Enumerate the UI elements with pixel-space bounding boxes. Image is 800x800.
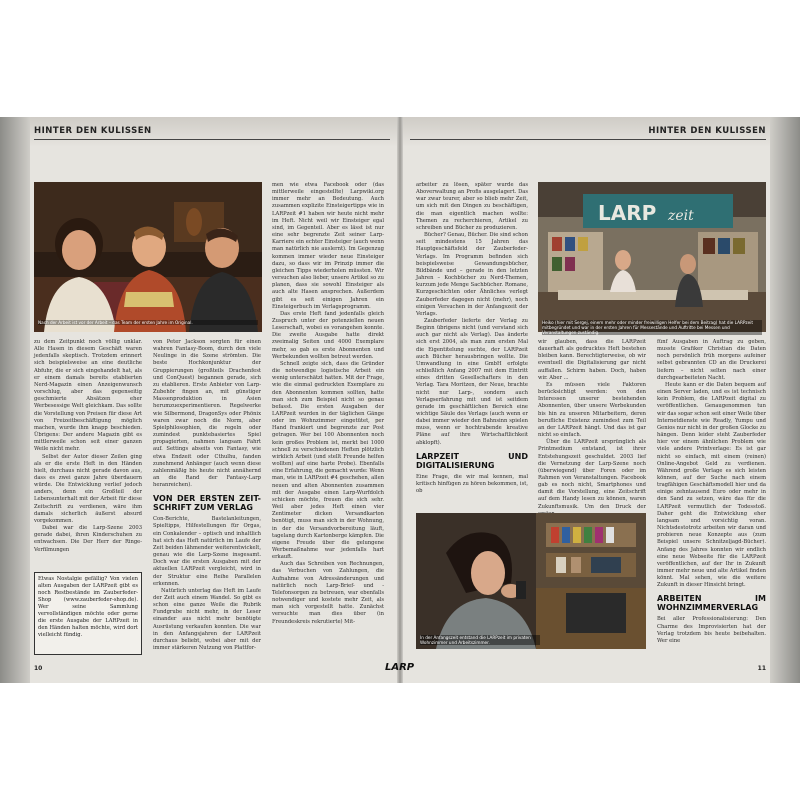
col6-paragraph: Heute kann er die Daten bequem auf einen Server laden, und es ist technisch kein Problem, die LARPzeit digital zu veröffentlichen. Genaugenommen tun wir das sogar schon seit einer Weile über Internetdienste wie Readly, Yumpu und Genios nur nicht in der großen Glocke zu hängen. Denn leider steht Zauberfeder hier vor einem ähnlichen Problem wie viele andere Printverlage: Es ist gar nicht so einfach, mit einem (reinen) Online-Angebot Geld zu verdienen. Während große Verlage es sich leisten können, auf der Suche nach einem tragfähigen Geschäftsmodell hier und da einige zehntausend Euro oder mehr in den Sand zu setzen, wäre das für die LARPzeit vermutlich der Todesstoß. Daher geht die Entwicklung eher langsam und vorsichtig voran. Nichtsdestotrotz arbeiten wir daran und probieren neue Konzepte aus (zum Beispiel unsere Schnitzeljagd-Bücher). Anfang des Jahres konnten wir endlich eine neue Webseite für die LARPzeit veröffentlichen, auf der Ihr in Zukunft immer mehr neue und alte Artikel finden könnt. Mal sehen, wie die weitere Zukunft in dieser Hinsicht bringt.: [657, 381, 766, 589]
col4-paragraph: Zauberfeder lieferte der Verlag zu Beginn übrigens nicht (und verstand sich auch gar nicht als Verlag). Das änderte sich erst 2004, als man zum ersten Mal die Eigentitelung suchte, der LARPzeit auch Bücher herausbringen wollte. Die Umwandlung in eine GmbH erfolgte schließlich Anfang 2007 mit dem Eintritt eines dritten Gesellschafters in den Verlag. Tara Moritzen, der Neue, brachte nicht nur Larp-, sondern auch Verlagserfahrung mit und ist seitdem gerade im geschäftlichen Bereich eine wichtige Säule des Verlags (auch wenn er dabei immer wieder den Bahnsinn spielen muss, wenn er hochtrabende kreative Pläne auf ihre Wirtschaftlichkeit abklopft).: [416, 317, 528, 446]
col6-paragraph: fünf Ausgaben in Auftrag zu geben, musste Grafiker Christian die Daten noch persönlich früh morgens aufeiner selbst gebrannten CD an die Druckerei liefern – nicht selten nach einer durchgearbeiteten Nacht.: [657, 339, 766, 381]
col1-paragraph: Selbst der Autor dieser Zeilen ging als er die erste Heft in den Händen hielt, durchaus nicht gerade davon aus, dass es zwei ganze Jahre überdauern würde. Die Entwicklung verlief jedoch anders, denn ein Großteil der Lebensunterhalt mit der Arbeit für diese Zeitschrift zu verdienen, wäre ihm damals sicherlich äußerst absurd vorgekommen.: [34, 453, 142, 524]
booth-photo-caption: Heiko (hier mit Sergej, einem mehr oder minder freiwilligen Helfer bei dem Beitrag) hat die LARPzeit mitbegründet und war in der ersten Jahren für Messestände und Auftritte bei Messen und Veranstaltungen zuständig.: [542, 320, 762, 335]
col3-paragraph: Schnell zeigte sich, dass die Gründer die notwendige logistische Arbeit ein wenig unterschätzt hatten. Mit der Frage, wie die einmal gedruckten Exemplare zu den Abonnenten kommen sollten, hatte man sich zum Beispiel nicht so genau befasst. Die ersten Ausgaben der LARPzeit wurden in der täglichen Gänge oder im Wohnzimmer eingetütet, per Hand frankiert und begrenzte zur Post getragen. Wer bei 100 Abonnenten noch kein großes Problem ist, merkt bei 1000 schnell zu verschiedenen Heften plötzlich wirklich Arbeit (und stellt Freunde helfen wollten) auf eine harte Probe). Ebenfalls eine Erfahrung, die gemacht wurde: Wenn man, wie in LARPzeit #4 geschehen, allen neuen und alten Abonnenten zusammen mit der Ausgabe einen Larp-Wurfdolch schicken möchte, freuen die sich sehr. Weil aber jedes Heft einen vier Zentimeter dicken Versandkarton benötigt, muss man sich in der Wohnung, in der die Versandvorbereitung läuft, tagelang durch Kartonberge kämpfen. Die eigene Freude über die gelungene Werbemaßnahme war jedenfalls hart erkauft.: [272, 360, 384, 561]
column-2: [153, 339, 261, 669]
office-photo: [416, 513, 646, 649]
col6-paragraph: Bei aller Professionalisierung: Den Charme des Improvisierten hat der Verlag trotzdem bis heute beibehalten. Wer eine: [657, 616, 766, 644]
section-heading-wohnzimmer: ARBEITEN IM WOHNZIMMERVERLAG: [657, 594, 766, 613]
header-rule-right: [410, 139, 766, 140]
col1-paragraph: zu dem Zeitpunkt noch völlig unklar. Alle Hasen in diesem Geschäft waren jedenfalls skeptisch. Trotzdem erinnert sich beispielsweise an eine deutliche Abfuhr, die er sich eingehandelt hat, als er einem damals bereits etablierten Nerd-Magazin einen Anzeigenwunsch vorschlug, aber das gegenseitig geschmierte Absätzen eher Werbesessige Welt gleichkam. Das sollte die Vorstellung von Preisen für diese Art von Freizeitbeschäftigung möglich machen, wurde ihm knapp beschieden. Übrigens: Der andere Magazin gibt es mittlerweile schon seit einer ganzen Weile nicht mehr.: [34, 339, 142, 453]
magazine-spread: [0, 117, 800, 683]
column-5: [538, 339, 646, 510]
col4-paragraph: Bücher? Genau, Bücher. Die sind schon seit mindestens 15 Jahren das Hauptgeschäftsfeld der Zauberfeder-Verlags. Im Programm befinden sich beispielsweise Gewandungsbücher, Bildbände und – gerade in den letzten Jahren – Kochbücher zu Nerd-Themen, kurzum jede Menge Sachbücher. Romane, Kurzgeschichten oder Ähnliches verlegt Zauberfeder dagegen nicht (mehr), noch einigen Versuchen in der Anfangszeit der Verlags.: [416, 232, 528, 317]
page-gutter: [397, 117, 403, 683]
section-heading-verlag: VON DER ERSTEN ZEIT-SCHRIFT ZUM VERLAG: [153, 494, 261, 513]
col5-paragraph: Es müssen viele Faktoren berücksichtigt werden: von den Interessen unserer bestehenden Abonnenten, über unsere Werbekunden bis hin zu unseren Mitarbeitern, deren berufliche Existenz zumindest zum Teil an der LARPzeit hängt. Und das ist gar nicht so einfach.: [538, 381, 646, 439]
column-4: [416, 182, 528, 502]
larp-logo: LARP: [385, 662, 415, 673]
team-photo-caption: Nach der Arbeit ist vor der Arbeit – das Team der ersten Jahre im Original.: [38, 320, 258, 325]
col3-paragraph: Das erste Heft fand jedenfalls gleich Zuspruch unter der potenziellen neuen Leserschaft, wobei es vorangehen konnte. Die zweite Ausgabe hatte direkt zweimalig Seiten und 4000 Exemplare mehr, so gab es erste Abonnenten und Werbekunden wollten betreut werden.: [272, 310, 384, 360]
column-3: [272, 182, 384, 672]
office-photo-image: [416, 513, 646, 649]
col4-paragraph: arbeiter zu lösen, später wurde das Aboverwaltung an Profis ausgelagert. Das war zwar teurer, aber so blieb mehr Zeit, um sich mit den Dingen zu beschäftigen, die man eigentlich machen wollte: Themen zu recherchieren, Artikel zu schreiben und Bücher zu produzieren.: [416, 182, 528, 231]
col4-paragraph: Eine Frage, die wir mal kennen, mal kritisch hinfügen zu hören bekommen, ist, ob: [416, 473, 528, 495]
col2-paragraph: von Peter Jackson sorgten für einen wahren Fantasy-Boom, durch den viele Neulinge in die Szene strömten. Die beste Hochkonjunktur der Gruppierungen (großteils Drachenfest und ConQuest) begannen gerade, sich zu etablieren. Erste Anbieter von Larp-Zubehör fingen an, mit günstiger Massenproduktion in Asien herumzuexperimentieren. Regelwerke wie Silbermond, DragonSys oder Phönix waren zwar noch die Norm, aber Spielphilosophien, die regeln oder zumindest punktebasiertes Spiel propagierten, nahmen langsam Fahrt auf. Settings abseits von Fantasy, wie etwa Endzeit oder Cthulhu, fanden zunehmend Anhänger (auch wenn diese zahlenmäßig bis heute nicht annähernd an die Rand der Fantasy-Larp heranreichen).: [153, 339, 261, 489]
col1-paragraph: Dabei war die Larp-Szene 2003 gerade dabei, ihren Kinderschuhen zu entwachsen. Die Der Herr der Ringe-Verfilmungen: [34, 525, 142, 553]
page-number-left: 10: [34, 665, 43, 672]
booth-photo-image: [538, 182, 766, 332]
left-edge-texture: [0, 117, 30, 683]
nostalgia-info-box: Etwas Nostalgie gefällig? Von vielen alten Ausgaben der LARPzeit gibt es noch Restbestände im Zauberfeder-Shop (www.zauberfeder-shop.de). Wer seine Sammlung vervollständigen möchte oder gerne die erste Ausgabe der LARPzeit in den Händen halten möchte, wird dort vielleicht fündig.: [34, 572, 142, 655]
col5-paragraph: Über die LARPzeit ursprünglich als Printmedium entstand, ist ihrer Entstehungszeit geschuldet. 2003 lief die Vernetzung der Larp-Szene noch (überwiegend) über Foren oder im Rahmen von Veranstaltungen. Facebook gab es noch nicht, Smartphones und damit die Vorstellung, eine Zeitschrift auf dem Handy lesen zu können, waren Zukunftsmusik. Um den Druck der: [538, 439, 646, 510]
running-header-left: HINTER DEN KULISSEN: [34, 126, 152, 136]
svg-text:zeit: zeit: [668, 208, 694, 224]
team-photo: [34, 182, 262, 332]
col2-paragraph: Natürlich unterlag das Heft im Laufe der Zeit auch einem Wandel. So gibt es schon eine ganze Weile die Rubrik Fundgrube nicht mehr, in der Leser einander aus nicht mehr benötigte Ausrüstung verkaufen konnten. Die war in den Anfangsjahren der LARPzeit durchaus beliebt, wobei aber mit der immer stärkeren Nutzung von Plattfor-: [153, 587, 261, 652]
svg-text:LARP: LARP: [598, 201, 657, 225]
header-rule-left: [34, 139, 390, 140]
col5-paragraph: wir glauben, dass die LARPzeit dauerhaft als gedrucktes Heft bestehen bleiben kann. Berechtigterweise, ob wir eventuell die Digitalisierung gar nicht auffallen. Schirm haben. Doch, haben wir. Aber ...: [538, 339, 646, 381]
section-heading-digital: LARPZEIT UND DIGITALISIERUNG: [416, 451, 528, 470]
col3-paragraph: men wie etwa Facebook oder (das mittlerweile eingestellte) Larpwiki.org immer mehr an Bedeutung. Auch zusammen explizite Einsteigertipps wie in LARPzeit #1 haben wir heute nicht mehr im Heft. Nicht weil wir Einsteiger egal sind, im Gegenteil. Aber es lässt ist nur eine sehr begrenzte Zeit seiner Larp-Karriere ein echter Einsteiger (auch wenn man natürlich nie auslernt). Im Gegenzug kommen immer wieder neue Einsteiger dazu, so dass wir im Prinzip immer die gleichen Tipps wiederholen müssten. Wir versuchen also lieber, unsere Artikel so zu planen, dass sie sowohl Einsteiger als auch alte Hasen ansprechen. Außerdem gibt es seit einigen Jahren ein Einsteigerbuch im Verlagsprogramm.: [272, 182, 384, 310]
column-6: [657, 339, 766, 669]
right-edge-texture: [770, 117, 800, 683]
office-photo-caption: In der Anfangszeit entstand die LARPzeit im privaten Wohnzimmer und Arbeitszimmer.: [420, 635, 540, 645]
booth-photo: [538, 182, 766, 332]
page-number-right: 11: [757, 665, 766, 672]
col2-paragraph: Con-Berichte, Bastelanleitungen, Spieltipps, Hilfestellungen für Orgas, ein Conkalender – optisch und inhaltlich hat sich das Heft natürlich im Laufe der Zeit beiden lähmender weiterentwickelt, genau wie die Larp-Szene insgesamt. Doch war die ersten Ausgaben mit der aktuellen LARPzeit vergleicht, wird in der Struktur eine Reihe Parallelen erkennen.: [153, 516, 261, 587]
team-photo-image: [34, 182, 262, 332]
col3-paragraph: Auch das Schreiben von Rechnungen, das Verbuchen von Zahlungen, die Aufnahme von Adressänderungen und natürlich noch Larp-Brief- und -Telefonsorgen zu betreuen, war ebenfalls notwendiger und kostete mehr Zeit, als man sich vorgestellt hatte. Zunächst versuchte man dies über (in Freundeskreis rekrutierte) Mit-: [272, 561, 384, 625]
running-header-right: HINTER DEN KULISSEN: [648, 126, 766, 136]
